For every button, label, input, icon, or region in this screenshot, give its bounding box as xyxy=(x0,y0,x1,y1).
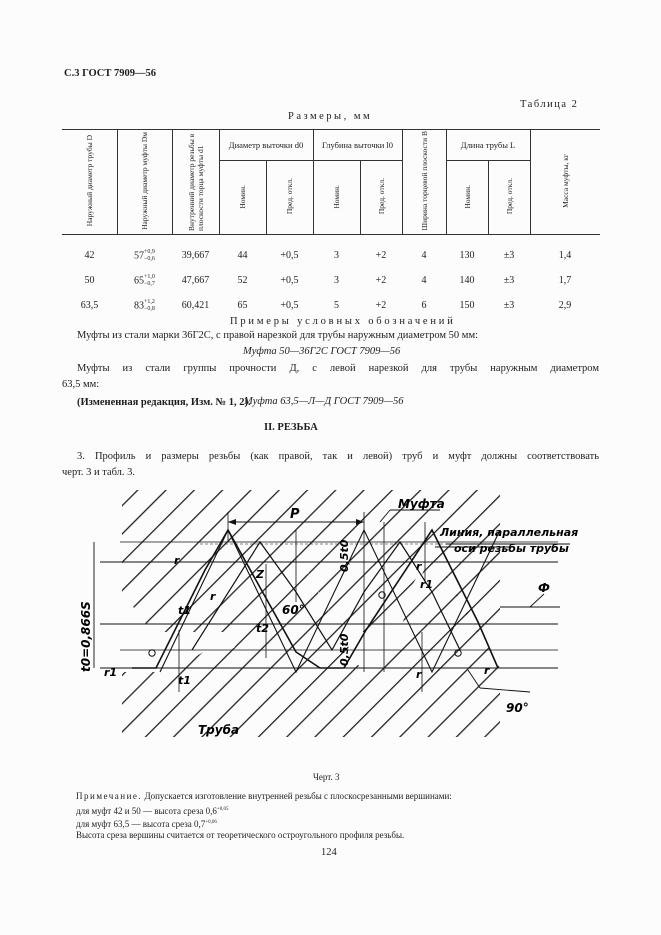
phi-label: Ф xyxy=(538,581,550,595)
example-1-code: Муфта 50—36Г2С ГОСТ 7909—56 xyxy=(243,346,401,357)
r-label: r xyxy=(416,668,422,681)
col-face-width-header: Ширина торцевой плоскости В xyxy=(402,130,446,235)
examples-title: Примеры условных обозначений xyxy=(230,316,456,327)
example-2-text-cont: 63,5 мм: xyxy=(62,379,100,390)
table-row: 50 65+1,0 −0,7 47,667 52 +0,5 3 +2 4 140 ±3 1,7 xyxy=(84,273,572,287)
col-group-pipe-length: Длина трубы L xyxy=(446,130,530,161)
col-group-recess-depth: Глубина выточки l0 xyxy=(313,130,402,161)
note-line-1: Примечание. Допускается изготовление внутренней резьбы с плоскосрезанными вершинами: xyxy=(76,791,452,801)
coupling-label: Муфта xyxy=(398,497,445,511)
sub-deviation-header: Пред. откл. xyxy=(360,161,402,235)
half-depth-label-bottom: 0,5t0 xyxy=(338,633,351,666)
example-2-code: Муфта 63,5—Л—Д ГОСТ 7909—56 xyxy=(244,396,404,407)
r1-label: r1 xyxy=(104,666,118,679)
page-header: С.3 ГОСТ 7909—56 xyxy=(64,68,157,79)
note-line-4: Высота среза вершины считается от теоретического остроугольного профиля резьбы. xyxy=(76,830,405,840)
sub-nominal-header: Номин. xyxy=(446,161,488,235)
example-2-text: Муфты из стали группы прочности Д, с левой нарезкой для трубы наружным диаметром xyxy=(77,363,599,374)
col-group-recess-diameter: Диаметр выточки d0 xyxy=(219,130,313,161)
z-label: Z xyxy=(256,568,264,581)
sub-deviation-header: Пред. откл. xyxy=(266,161,313,235)
angle-90-label: 90° xyxy=(506,701,529,715)
reference-line-label-2: оси резьбы трубы xyxy=(454,542,569,555)
half-depth-label-top: 0,5t0 xyxy=(338,539,351,572)
sub-nominal-header: Номин. xyxy=(219,161,266,235)
t1-label: t1 xyxy=(178,604,191,617)
figure-caption: Черт. 3 xyxy=(313,772,340,782)
col-mass-header: Масса муфты, кг xyxy=(530,130,600,235)
r-label: r xyxy=(416,560,422,573)
note-line-3: для муфт 63,5 — высота среза $0,7^{+0,06}$ xyxy=(76,819,217,829)
sub-nominal-header: Номин. xyxy=(313,161,360,235)
t1-label: t1 xyxy=(178,674,191,687)
sub-deviation-header: Пред. откл. xyxy=(488,161,530,235)
page-number: 124 xyxy=(321,847,337,858)
t2-label: t2 xyxy=(256,622,269,635)
angle-60-label: 60° xyxy=(282,603,305,617)
example-1-text: Муфты из стали марки 36Г2С, с правой нарезкой для трубы наружным диаметром 50 мм: xyxy=(77,330,479,341)
pitch-label: P xyxy=(290,507,300,522)
r-label: r xyxy=(210,590,216,603)
section-paragraph-cont: черт. 3 и табл. 3. xyxy=(62,467,136,478)
r1-label: r1 xyxy=(420,578,434,591)
pipe-label: Труба xyxy=(198,723,240,737)
thread-profile-drawing xyxy=(60,482,600,772)
table-row: 63,5 83+1,2 −0,8 60,421 65 +0,5 5 +2 6 150 ±3 2,9 xyxy=(80,298,572,312)
r-label: r xyxy=(174,554,180,567)
section-title: II. РЕЗЬБА xyxy=(264,422,318,433)
table-number: Таблица 2 xyxy=(520,99,579,110)
r-label: r xyxy=(484,664,490,677)
col-coupling-diameter-header: Наружный диаметр муфты Dм xyxy=(117,130,172,235)
col-inner-diameter-header: Внутренний диаметр резьбы в плоскости торца муфты d1 xyxy=(172,130,219,235)
reference-line-label: Линия, параллельная xyxy=(440,526,579,539)
col-outer-diameter-header: Наружный диаметр трубы D xyxy=(62,130,117,235)
section-paragraph: 3. Профиль и размеры резьбы (как правой, так и левой) труб и муфт должны соответствовать xyxy=(77,451,599,462)
table-units: Размеры, мм xyxy=(288,111,373,122)
dimensions-table xyxy=(62,129,600,318)
note-line-2: для муфт 42 и 50 — высота среза $0,6^{+0,05}$ xyxy=(76,806,229,816)
table-row: 42 57+0,9 −0,6 39,667 44 +0,5 3 +2 4 130 ±3 1,4 xyxy=(84,248,572,262)
amendment-note: (Измененная редакция, Изм. № 1, 2). xyxy=(77,397,251,408)
depth-label: t0=0,866S xyxy=(79,601,93,672)
